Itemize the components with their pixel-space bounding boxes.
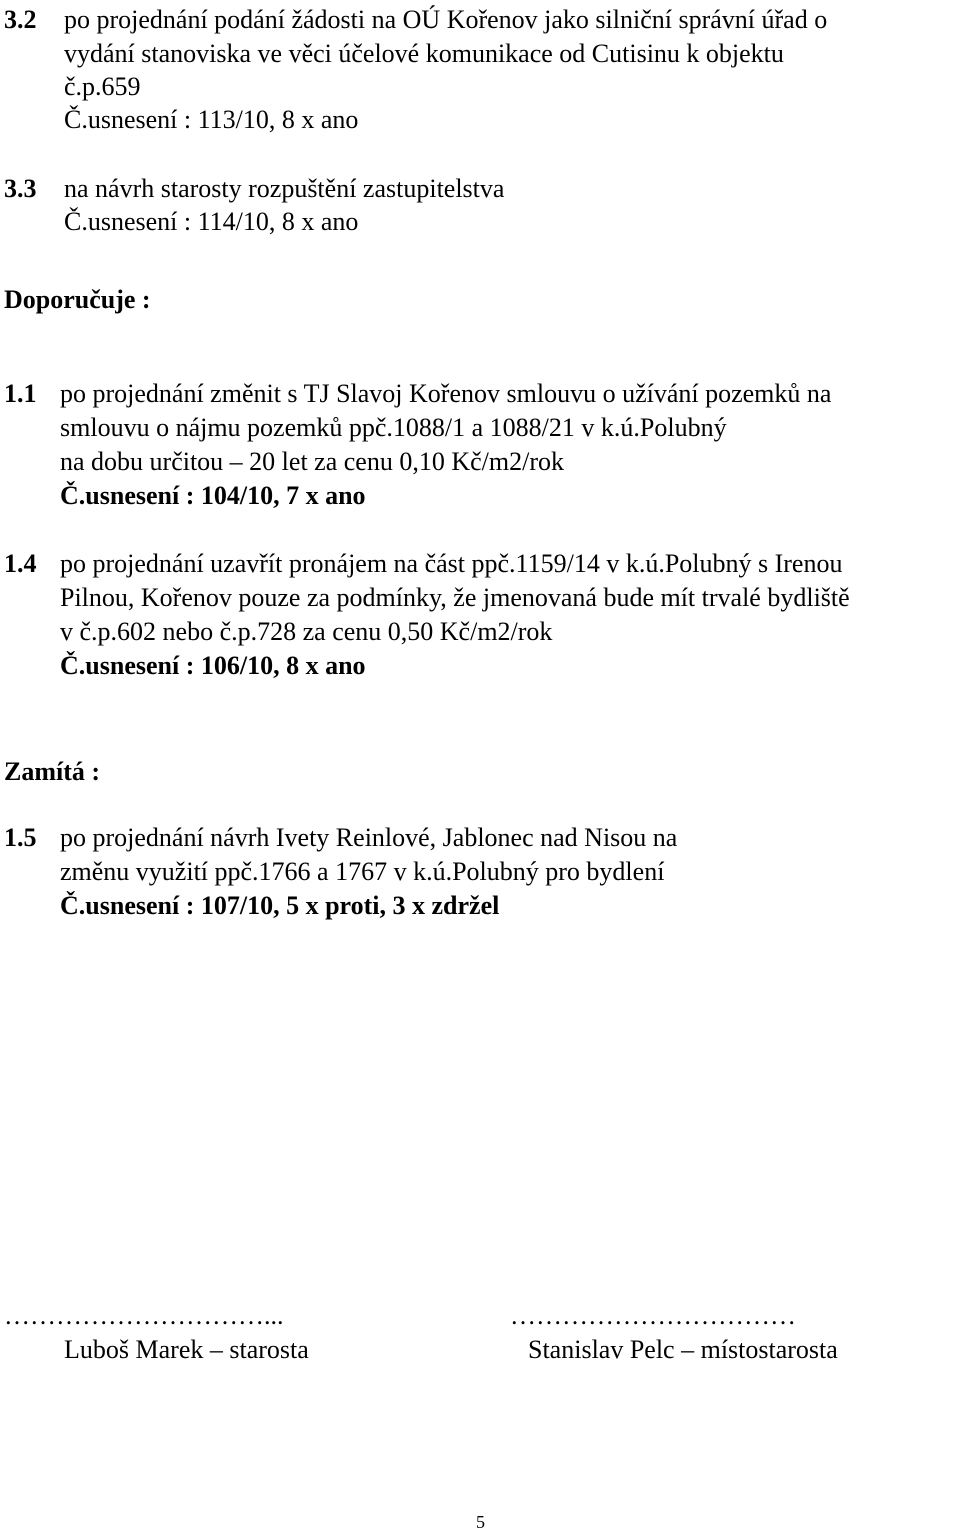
item-3-2-line-3: č.p.659 xyxy=(64,72,141,101)
item-3-3-resolution: Č.usnesení : 114/10, 8 x ano xyxy=(64,207,359,236)
signature-line-left: …………………………... xyxy=(4,1301,284,1330)
signature-name-left: Luboš Marek – starosta xyxy=(64,1335,309,1364)
item-1-1-resolution: Č.usnesení : 104/10, 7 x ano xyxy=(60,481,366,510)
item-1-1-line-1: po projednání změnit s TJ Slavoj Kořenov smlouvu o užívání pozemků na xyxy=(60,379,832,408)
item-1-1-line-3: na dobu určitou – 20 let za cenu 0,10 Kč/m2/rok xyxy=(60,447,564,476)
signature-line-right: …………………………… xyxy=(510,1301,796,1330)
item-1-5-resolution: Č.usnesení : 107/10, 5 x proti, 3 x zdržel xyxy=(60,891,500,920)
page-number: 5 xyxy=(476,1512,485,1532)
item-1-5-line-2: změnu využití ppč.1766 a 1767 v k.ú.Polubný pro bydlení xyxy=(60,857,665,886)
item-1-4-line-3: v č.p.602 nebo č.p.728 za cenu 0,50 Kč/m2/rok xyxy=(60,617,553,646)
item-1-5-line-1: po projednání návrh Ivety Reinlové, Jablonec nad Nisou na xyxy=(60,823,678,852)
item-1-1-line-2: smlouvu o nájmu pozemků ppč.1088/1 a 1088/21 v k.ú.Polubný xyxy=(60,413,727,442)
item-number-1-4: 1.4 xyxy=(4,549,37,578)
item-number-3-3: 3.3 xyxy=(4,174,37,203)
section-heading-recommends: Doporučuje : xyxy=(4,285,151,314)
item-number-1-1: 1.1 xyxy=(4,379,37,408)
item-3-3-line-1: na návrh starosty rozpuštění zastupitelstva xyxy=(64,174,505,203)
item-1-4-line-1: po projednání uzavřít pronájem na část ppč.1159/14 v k.ú.Polubný s Irenou xyxy=(60,549,843,578)
item-3-2-resolution: Č.usnesení : 113/10, 8 x ano xyxy=(64,105,359,134)
item-3-2-line-2: vydání stanoviska ve věci účelové komunikace od Cutisinu k objektu xyxy=(64,39,784,68)
item-number-1-5: 1.5 xyxy=(4,823,37,852)
item-1-4-resolution: Č.usnesení : 106/10, 8 x ano xyxy=(60,651,366,680)
item-3-2-line-1: po projednání podání žádosti na OÚ Kořenov jako silniční správní úřad o xyxy=(64,5,828,34)
signature-name-right: Stanislav Pelc – místostarosta xyxy=(528,1335,838,1364)
section-heading-rejects: Zamítá : xyxy=(4,757,101,786)
item-1-4-line-2: Pilnou, Kořenov pouze za podmínky, že jmenovaná bude mít trvalé bydliště xyxy=(60,583,850,612)
item-number-3-2: 3.2 xyxy=(4,5,37,34)
